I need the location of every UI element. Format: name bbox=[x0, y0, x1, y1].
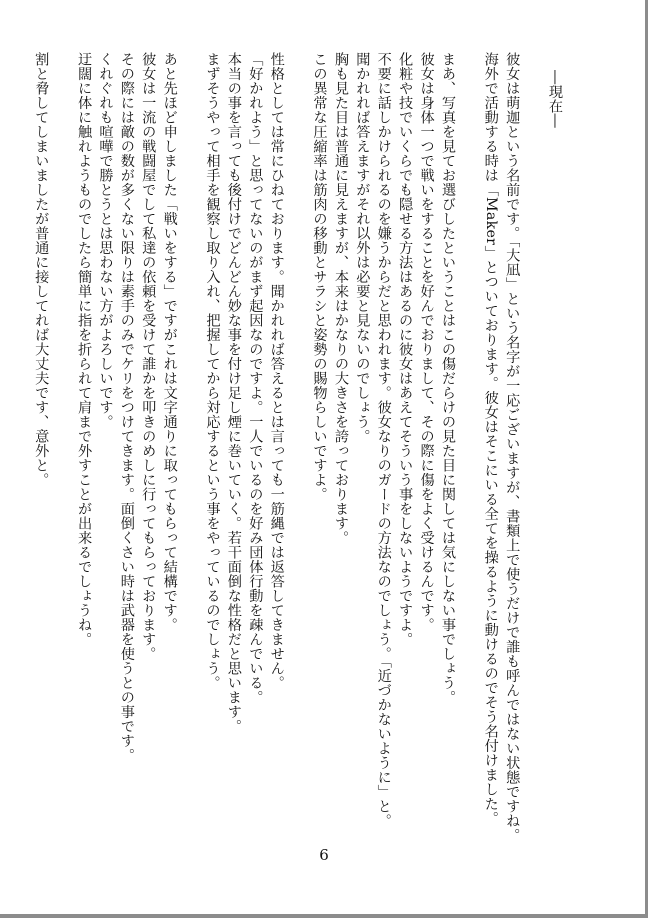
text-line: 迂闊に体に触れようものでしたら簡単に指を折られて肩まで外すことが出来るでしょうね。 bbox=[76, 52, 93, 647]
blank-line bbox=[51, 52, 72, 812]
blank-line bbox=[180, 52, 201, 812]
text-line: 彼女は一流の戦闘屋でして私達の依頼を受けて誰かを叩きのめしに行ってもらっております。 bbox=[140, 52, 157, 661]
text-line: 聞かれれば答えますがそれ以外は必要と見ないのでしょう。 bbox=[354, 52, 371, 444]
body-text bbox=[33, 52, 565, 843]
text-line: 性格としては常にひねております。聞かれれば答えるとは言っても一筋縄では返答してきません。 bbox=[268, 52, 285, 690]
text-line: その際には敵の数が多くない限りは素手のみでケリをつけてきます。面倒くさい時は武器を使うとの事です。 bbox=[118, 52, 135, 763]
text-line: 不要に話しかけられるのを嫌うからだと思われます。彼女なりのガードの方法なのでしょう。「近づかないように」と。 bbox=[375, 52, 392, 828]
text-line: 本当の事を言っても後付けでどんどん妙な事を付け足し煙に巻いていく。若干面倒な性格だと思います。 bbox=[225, 52, 242, 734]
blank-line bbox=[458, 52, 479, 812]
page-number: 6 bbox=[319, 846, 329, 864]
text-line: 「好かれよう」と思ってないのがまず起因なのですよ。一人でいるのを好み団体行動を疎んでいる。 bbox=[247, 52, 264, 705]
text-line: 胸も見た目は普通に見えますが、本来はかなりの大きさを誇っております。 bbox=[332, 52, 349, 545]
text-line: 彼女は身体一つで戦いをすることを好んでおりまして、その際に傷をよく受けるんです。 bbox=[418, 52, 435, 632]
text-line: 海外で活動する時は「Maker」とついております。彼女はそこにいる全てを操るように動けるのでそう名付けました。 bbox=[482, 52, 499, 826]
text-line: あと先ほど申しました「戦いをする」ですがこれは文字通りに取ってもらって結構です。 bbox=[161, 52, 178, 632]
section-header: ―現在― bbox=[547, 70, 563, 128]
text-line: この異常な圧縮率は筋肉の移動とサラシと姿勢の賜物らしいですよ。 bbox=[311, 52, 328, 502]
text-line: まずそうやって相手を観察し取り入れ、把握してから対応するという事をやっているのでしょう。 bbox=[204, 52, 221, 690]
text-line: 割と脅してしまいましたが普通に接してれば大丈夫です、意外と。 bbox=[33, 52, 50, 487]
text-line: 化粧や技でいくらでも隠せる方法はあるのに彼女はあえてそういう事をしないようですよ。 bbox=[397, 52, 414, 647]
blank-line bbox=[522, 52, 543, 812]
text-line: まあ、写真を見てお選びしたということはこの傷だらけの見た目に関しては気にしない事でしょう。 bbox=[439, 52, 456, 705]
text-line: 彼女は萌迦という名前です。「大凪」という名字が一応ございますが、書類上で使うだけで誰も呼んではない状態ですね。 bbox=[504, 52, 521, 843]
text-line: くれぐれも喧嘩で勝とうとは思わない方がよろしいです。 bbox=[97, 52, 114, 429]
blank-line bbox=[287, 52, 308, 812]
